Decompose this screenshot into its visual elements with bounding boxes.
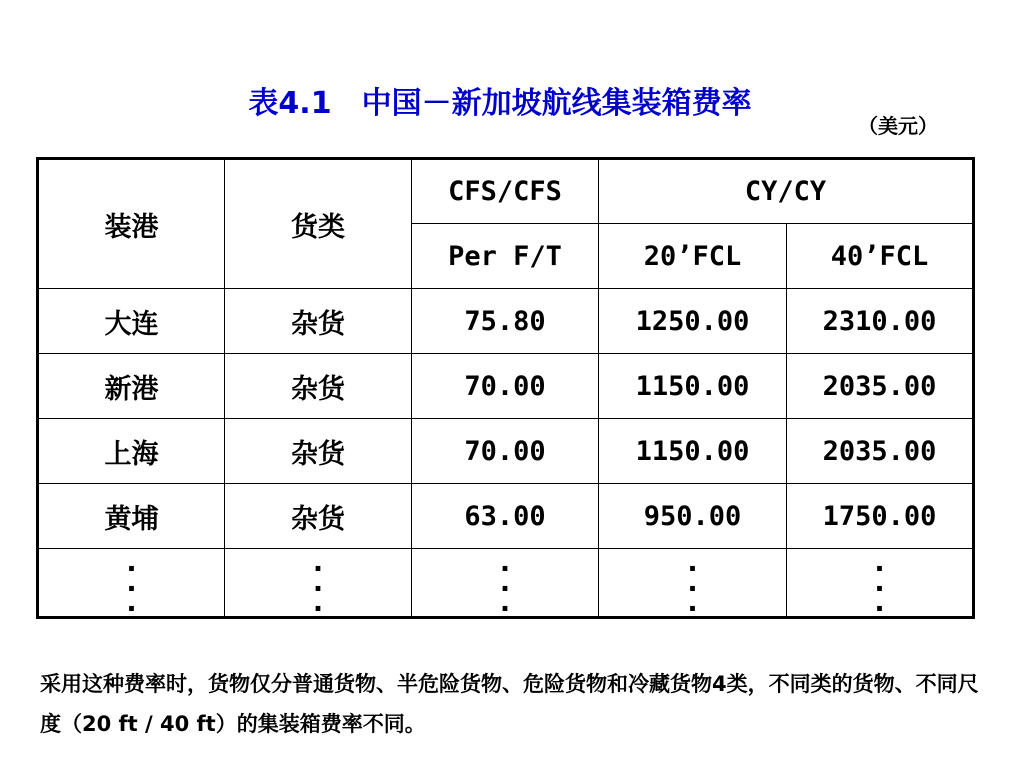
cell-20-fcl-rate: 950.00 xyxy=(599,484,787,549)
ellipsis-cell xyxy=(599,546,787,618)
header-cfs-group: CFS/CFS xyxy=(412,159,599,224)
ellipsis-dots: . . . xyxy=(499,546,511,618)
table-title: 表4.1 中国－新加坡航线集装箱费率 xyxy=(248,86,752,121)
header-port: 装港 xyxy=(38,159,225,289)
ellipsis-cell xyxy=(412,546,599,618)
table-row xyxy=(38,484,974,549)
header-cy-group: CY/CY xyxy=(599,159,974,224)
cell-40-fcl-rate: 1750.00 xyxy=(787,484,974,549)
ellipsis-cell xyxy=(38,546,225,618)
cell-cfs-rate: 63.00 xyxy=(412,484,599,549)
cell-cargo: 杂货 xyxy=(225,289,412,354)
cell-port: 黄埔 xyxy=(38,484,225,549)
header-20-fcl: 20’FCL xyxy=(599,224,787,289)
cell-cfs-rate: 75.80 xyxy=(412,289,599,354)
freight-rate-table xyxy=(36,157,975,619)
cell-cargo: 杂货 xyxy=(225,354,412,419)
cell-cfs-rate: 70.00 xyxy=(412,354,599,419)
ellipsis-cell xyxy=(787,546,974,618)
cell-20-fcl-rate: 1150.00 xyxy=(599,419,787,484)
header-40-fcl: 40’FCL xyxy=(787,224,974,289)
footnote-text: 采用这种费率时，货物仅分普通货物、半危险货物、危险货物和冷藏货物4类，不同类的货物、不同尺度（20 ft / 40 ft）的集装箱费率不同。 xyxy=(40,672,979,736)
cell-port: 新港 xyxy=(38,354,225,419)
cell-port: 大连 xyxy=(38,289,225,354)
ellipsis-dots: . . . xyxy=(687,546,698,618)
table-row xyxy=(38,354,974,419)
cell-cfs-rate: 70.00 xyxy=(412,419,599,484)
cell-20-fcl-rate: 1250.00 xyxy=(599,289,787,354)
cell-40-fcl-rate: 2310.00 xyxy=(787,289,974,354)
ellipsis-dots: . . . xyxy=(874,546,885,618)
header-cargo: 货类 xyxy=(225,159,412,289)
cell-port: 上海 xyxy=(38,419,225,484)
ellipsis-dots: . . . xyxy=(126,546,137,618)
table-row xyxy=(38,289,974,354)
ellipsis-dots: . . . xyxy=(312,546,324,618)
header-cfs-per-ft: Per F/T xyxy=(412,224,599,289)
ellipsis-cell xyxy=(225,546,412,618)
table-row-ellipsis xyxy=(38,549,974,618)
cell-20-fcl-rate: 1150.00 xyxy=(599,354,787,419)
currency-unit: （美元） xyxy=(858,114,938,138)
table-row xyxy=(38,419,974,484)
cell-40-fcl-rate: 2035.00 xyxy=(787,419,974,484)
cell-40-fcl-rate: 2035.00 xyxy=(787,354,974,419)
cell-cargo: 杂货 xyxy=(225,419,412,484)
cell-cargo: 杂货 xyxy=(225,484,412,549)
